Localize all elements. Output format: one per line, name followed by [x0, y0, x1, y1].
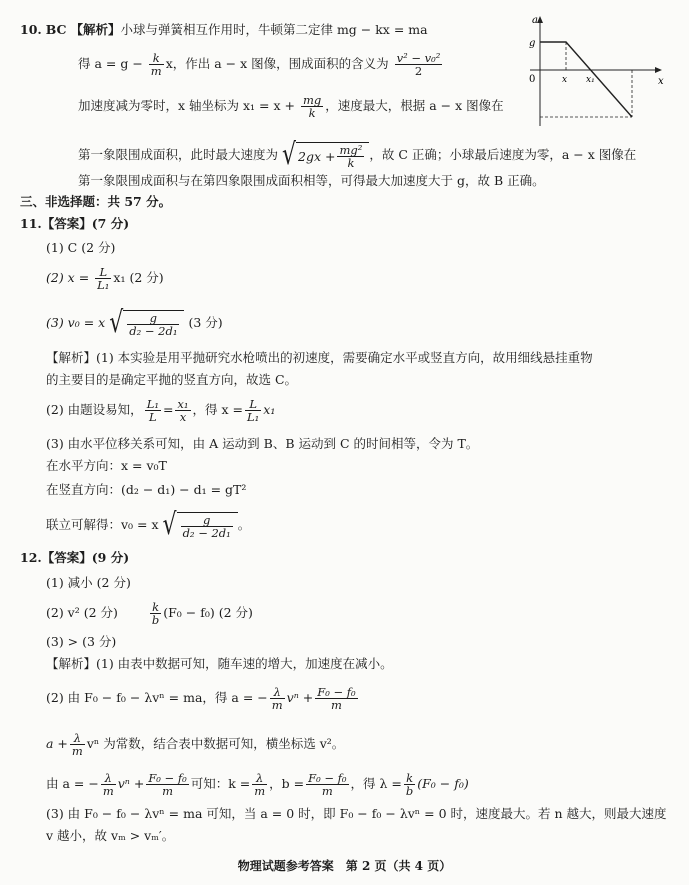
q10-line-4: [78, 137, 637, 172]
q10-answer: BC: [45, 22, 67, 37]
q10-line-3: [78, 94, 504, 119]
page-footer: 物理试题参考答案 第 2 页（共 4 页）: [237, 859, 452, 873]
q10-text-3a: 加速度减为零时，x 轴坐标为 x₁ = x +: [78, 98, 295, 113]
graph-y-label: a: [532, 15, 538, 26]
sqrt-max-velocity: √ 2gx + $\frac{\text{mg²}}{k}$: [282, 142, 369, 169]
q11-explain-6: 在竖直方向：(d₂ − d₁) − d₁ = gT²: [46, 482, 247, 497]
q11-answer-2: (2) x = $\frac{L}{\text{L₁}}$ x₁ (2 分): [46, 265, 164, 292]
graph-x-label: x: [658, 76, 664, 87]
q10-line-5: 第一象限围成面积与在第四象限围成面积相等，可得最大加速度大于 g，故 B 正确。: [78, 173, 545, 188]
q10-line-2: [78, 52, 444, 77]
q10-text-2b: x，作出 a − x 图像，围成面积的含义为: [165, 56, 389, 71]
q11-explain-7: 联立可解得：v₀ = x √ $\frac{g}{\text{d₂ − 2d₁}}$ 。: [46, 507, 251, 542]
q11-heading: 11.【答案】(7 分): [20, 216, 130, 231]
sqrt-v0-solution: √ $\frac{g}{\text{d₂ − 2d₁}}$: [163, 512, 238, 539]
q10-number: 10.: [20, 22, 42, 37]
q11-answer-3: (3) v₀ = x √ $\frac{g}{\text{d₂ − 2d₁}}$ (3 分): [46, 305, 223, 340]
q11-explain-1: 【解析】(1) 本实验是用平抛研究水枪喷出的初速度，需要确定水平或竖直方向，故用细线悬挂重物: [46, 350, 593, 365]
graph-origin-label: 0: [529, 74, 536, 85]
q12-answer-3: (3) > (3 分): [46, 634, 117, 649]
q12-answer-1: (1) 减小 (2 分): [46, 575, 131, 590]
q12-explain-6: v 越小，故 vₘ > vₘ′。: [46, 828, 175, 843]
fraction-velocity-area: $\frac{\text{v² − v₀²}}{2}$: [396, 51, 441, 78]
a-x-graph: [526, 14, 666, 126]
fraction-mg-over-k: $\frac{mg}{k}$: [302, 93, 322, 120]
q12-heading: 12.【答案】(9 分): [20, 550, 130, 565]
q11-explain-5: 在水平方向：x = v₀T: [46, 458, 167, 473]
graph-x-arrow-icon: [655, 67, 662, 73]
graph-x1-tick: x₁: [586, 75, 595, 85]
q11-answer-1: (1) C (2 分): [46, 240, 116, 255]
q10-text-1: 小球与弹簧相互作用时，牛顿第二定律 mg − kx = ma: [120, 22, 428, 37]
q12-explain-3: a + $\frac{\lambda}{m}$ vⁿ 为常数，结合表中数据可知，横坐标选 v²。: [46, 731, 345, 758]
q10-text-4b: ，故 C 正确；小球最后速度为零，a − x 图像在: [369, 147, 637, 162]
q10-text-3b: ，速度最大，根据 a − x 图像在: [325, 98, 504, 113]
fraction-k-over-m: $\frac{k}{m}$: [150, 51, 162, 78]
q12-explain-2: (2) 由 F₀ − f₀ − λvⁿ = ma，得 a = − $\frac{\lambda}{m}$ vⁿ + $\frac{\text{F₀ − f₀}}{m}$: [46, 685, 356, 712]
q12-explain-5: (3) 由 F₀ − f₀ − λvⁿ = ma 可知，当 a = 0 时，即 F₀ − f₀ − λvⁿ = 0 时，速度最大。若 n 越大，则最大速度: [46, 806, 667, 821]
q10-text-2a: 得 a = g −: [78, 56, 143, 71]
section-3-heading: 三、非选择题：共 57 分。: [20, 194, 172, 209]
sqrt-v0-answer: √ $\frac{g}{\text{d₂ − 2d₁}}$: [109, 310, 184, 337]
q10-line-1: [20, 22, 428, 38]
q12-explain-1: 【解析】(1) 由表中数据可知，随车速的增大，加速度在减小。: [46, 656, 393, 671]
q10-tag: 【解析】: [70, 22, 121, 37]
graph-g-label: g: [529, 38, 536, 49]
graph-x-tick: x: [562, 75, 568, 85]
q12-explain-4: 由 a = − $\frac{\lambda}{m}$ vⁿ + $\frac{\text{F₀ − f₀}}{m}$ 可知：k = $\frac{\lambda}{m}$ ，b = $\frac{\text{F₀ − f₀}}{m}$ ，得 λ = $\frac{k}{b}$ (F₀ − f₀): [46, 771, 469, 798]
q11-explain-2: 的主要目的是确定平抛的竖直方向，故选 C。: [46, 372, 298, 387]
q10-text-4a: 第一象限围成面积，此时最大速度为: [78, 147, 279, 162]
q11-explain-3: (2) 由题设易知， $\frac{\text{L₁}}{L}$ = $\frac{\text{x₁}}{x}$ ，得 x = $\frac{L}{\text{L₁}}$ x₁: [46, 397, 276, 424]
q12-answer-2: (2) v² (2 分) $\frac{k}{b}$ (F₀ − f₀) (2 分): [46, 600, 253, 627]
q11-explain-4: (3) 由水平位移关系可知，由 A 运动到 B、B 运动到 C 的时间相等，令为 T。: [46, 436, 479, 451]
